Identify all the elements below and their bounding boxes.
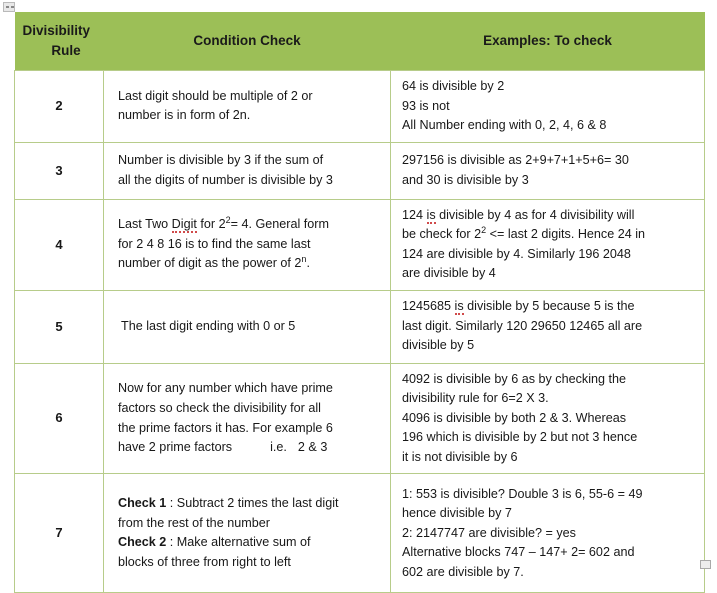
example-line: hence divisible by 7 — [402, 506, 512, 521]
rule-number: 2 — [15, 71, 104, 143]
column-header-condition-check: Condition Check — [104, 12, 391, 71]
condition-line: number is in form of 2n. — [118, 108, 251, 123]
examples-cell — [391, 474, 705, 593]
condition-line: Check 2 : Make alternative sum of — [118, 535, 311, 550]
condition-line: The last digit ending with 0 or 5 — [121, 318, 296, 333]
divisibility-rules-table — [14, 12, 705, 593]
examples-cell — [391, 199, 705, 290]
condition-cell — [104, 363, 391, 474]
examples-cell — [391, 142, 705, 199]
column-header-line1: Divisibility — [22, 23, 91, 38]
table-header — [15, 12, 705, 71]
table-body — [15, 71, 705, 593]
example-line: divisibility rule for 6=2 X 3. — [402, 391, 549, 406]
rule-number: 3 — [15, 142, 104, 199]
condition-line: for 2 4 8 16 is to find the same last — [118, 236, 311, 251]
resize-handle-icon[interactable] — [700, 560, 711, 569]
condition-line: have 2 prime factors i.e. 2 & 3 — [118, 440, 328, 455]
example-line: 124 is divisible by 4 as for 4 divisibility will — [402, 207, 635, 222]
condition-line: the prime factors it has. For example 6 — [118, 420, 333, 435]
column-header-divisibility-rule — [15, 12, 104, 71]
example-line: 2: 2147747 are divisible? = yes — [402, 525, 576, 540]
example-line: 93 is not — [402, 98, 450, 113]
example-line: 297156 is divisible as 2+9+7+1+5+6= 30 — [402, 153, 629, 168]
condition-line: Last digit should be multiple of 2 or — [118, 88, 313, 103]
condition-line: Number is divisible by 3 if the sum of — [118, 153, 324, 168]
condition-cell — [104, 290, 391, 363]
superscript: 2 — [225, 215, 231, 226]
condition-line: number of digit as the power of 2$^n$. — [118, 254, 310, 271]
examples-cell — [391, 71, 705, 143]
table-row — [15, 474, 705, 593]
example-line: Alternative blocks 747 – 147+ 2= 602 and — [402, 545, 635, 560]
spellcheck-underline: is — [454, 299, 464, 314]
selection-handle-icon — [3, 2, 15, 12]
example-line: are divisible by 4 — [402, 266, 496, 281]
condition-line: Now for any number which have prime — [118, 381, 333, 396]
condition-line: from the rest of the number — [118, 515, 270, 530]
condition-line: all the digits of number is divisible by 3 — [118, 172, 333, 187]
table-row — [15, 71, 705, 143]
example-line: 124 are divisible by 4. Similarly 196 2048 — [402, 246, 631, 261]
example-line: 1245685 is divisible by 5 because 5 is the — [402, 299, 635, 314]
condition-line: Last Two Digit for $2^2= 4$. General form — [118, 215, 329, 232]
example-line: 4096 is divisible by both 2 & 3. Whereas — [402, 410, 627, 425]
table-row — [15, 290, 705, 363]
check-label: Check 2 — [118, 535, 167, 550]
spellcheck-underline: is — [426, 207, 436, 222]
example-line: and 30 is divisible by 3 — [402, 172, 529, 187]
check-label: Check 1 — [118, 496, 167, 511]
example-line: 4092 is divisible by 6 as by checking the — [402, 371, 627, 386]
example-line: 196 which is divisible by 2 but not 3 hence — [402, 430, 638, 445]
condition-line: Check 1 : Subtract 2 times the last digit — [118, 496, 339, 511]
examples-cell — [391, 290, 705, 363]
superscript: n — [301, 254, 307, 265]
table-row — [15, 363, 705, 474]
condition-cell — [104, 71, 391, 143]
table-row — [15, 199, 705, 290]
example-line: be check for $2^2$ <= last 2 digits. Hence 24 in — [402, 225, 646, 242]
column-header-line2: Rule — [51, 42, 81, 58]
condition-cell — [104, 199, 391, 290]
condition-cell — [104, 474, 391, 593]
examples-cell — [391, 363, 705, 474]
rule-number: 4 — [15, 199, 104, 290]
example-line: divisible by 5 — [402, 338, 475, 353]
column-header-examples: Examples: To check — [391, 12, 705, 71]
superscript: 2 — [481, 225, 487, 235]
header-row — [15, 12, 705, 71]
spellcheck-underline: Digit — [171, 217, 197, 232]
rule-number: 6 — [15, 363, 104, 474]
condition-line: blocks of three from right to left — [118, 554, 291, 569]
example-line: 64 is divisible by 2 — [402, 79, 505, 94]
example-line: All Number ending with 0, 2, 4, 6 & 8 — [402, 118, 607, 133]
rule-number: 5 — [15, 290, 104, 363]
example-line: 1: 553 is divisible? Double 3 is 6, 55-6 = 49 — [402, 486, 643, 501]
condition-line: factors so check the divisibility for all — [118, 401, 321, 415]
example-line: last digit. Similarly 120 29650 12465 all are — [402, 318, 643, 333]
example-line: 602 are divisible by 7. — [402, 564, 524, 579]
table-row — [15, 142, 705, 199]
condition-cell — [104, 142, 391, 199]
example-line: it is not divisible by 6 — [402, 449, 518, 464]
rule-number: 7 — [15, 474, 104, 593]
